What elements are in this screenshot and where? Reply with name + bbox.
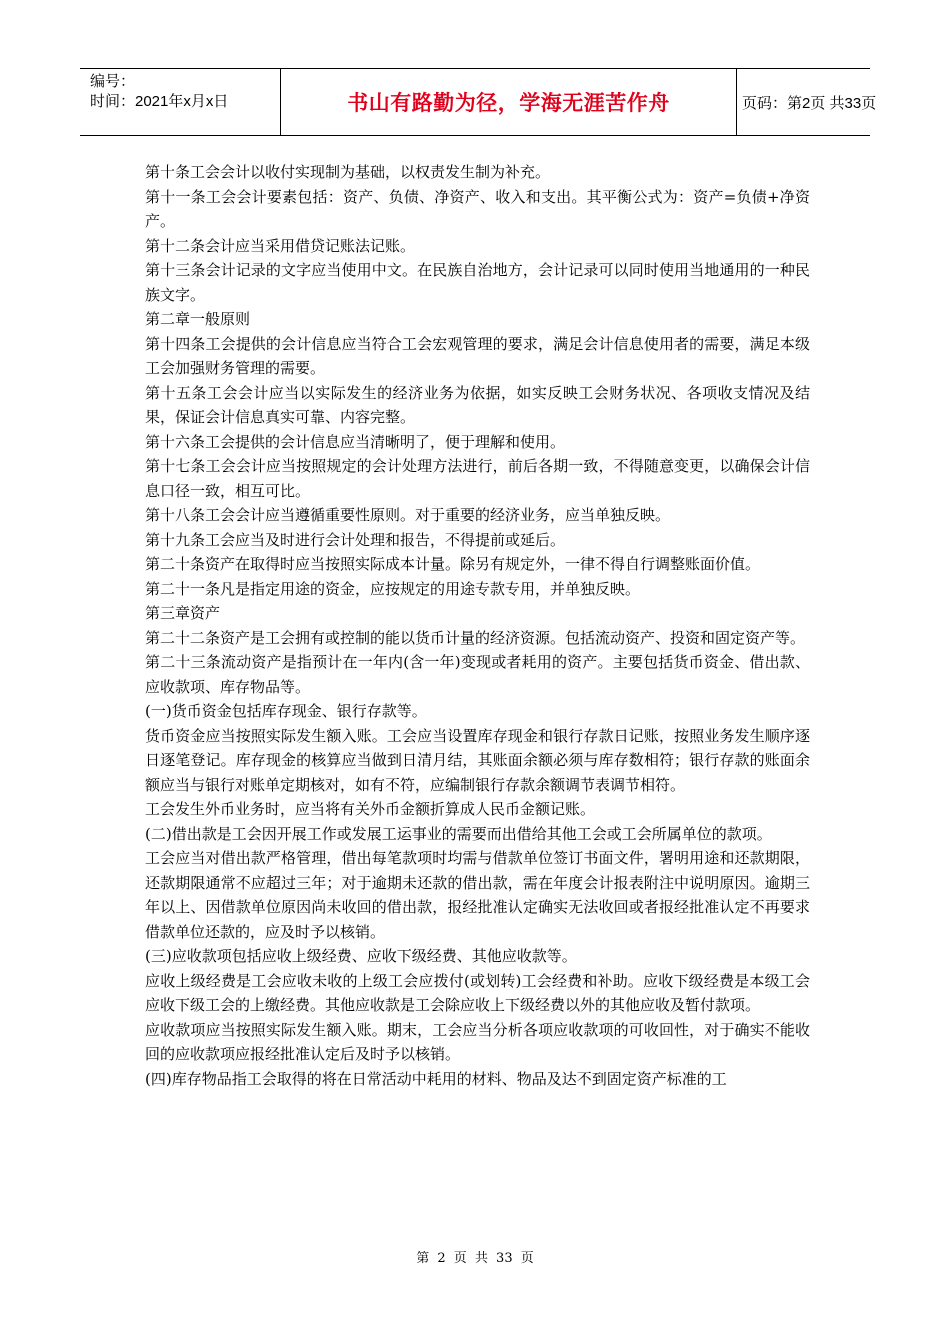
header-divider-right (736, 69, 737, 135)
paragraph: 第十七条工会会计应当按照规定的会计处理方法进行，前后各期一致，不得随意变更，以确保会计信息口径一致，相互可比。 (145, 457, 810, 500)
paragraph: 应收款项应当按照实际发生额入账。期末，工会应当分析各项应收款项的可收回性，对于确实不能收回的应收款项应报经批准认定后及时予以核销。 (145, 1020, 810, 1063)
paragraph: 第十二条会计应当采用借贷记账法记账。 (145, 236, 416, 255)
paragraph: 第十三条会计记录的文字应当使用中文。在民族自治地方，会计记录可以同时使用当地通用的一种民族文字。 (145, 261, 810, 304)
paragraph: 货币资金应当按照实际发生额入账。工会应当设置库存现金和银行存款日记账，按照业务发生顺序逐日逐笔登记。库存现金的核算应当做到日清月结，其账面余额必须与库存数相符；银行存款的账面余额应当与银行对账单定期核对，如有不符，应编制银行存款余额调节表调节相符。 (145, 726, 810, 794)
paragraph: 第十四条工会提供的会计信息应当符合工会宏观管理的要求，满足会计信息使用者的需要，满足本级工会加强财务管理的需要。 (145, 334, 810, 377)
paragraph: 第二十条资产在取得时应当按照实际成本计量。除另有规定外，一律不得自行调整账面价值。 (145, 555, 761, 573)
paragraph: (四)库存物品指工会取得的将在日常活动中耗用的材料、物品及达不到固定资产标准的工 (145, 1069, 727, 1088)
paragraph: 工会发生外币业务时，应当将有关外币金额折算成人民币金额记账。 (145, 800, 596, 818)
paragraph: 第十六条工会提供的会计信息应当清晰明了，便于理解和使用。 (145, 432, 566, 451)
header-meta (90, 72, 280, 112)
document-body (145, 160, 810, 1091)
paragraph: 应收上级经费是工会应收未收的上级工会应拨付(或划转)工会经费和补助。应收下级经费是本级工会应收下级工会的上缴经费。其他应收款是工会除应收上下级经费以外的其他应收及暂付款项。 (145, 971, 810, 1014)
page-header (80, 68, 877, 136)
paragraph: 第二十三条流动资产是指预计在一年内(含一年)变现或者耗用的资产。主要包括货币资金、借出款、应收款项、库存物品等。 (145, 653, 810, 696)
page-footer: 第 2 页 共 33 页 (416, 1251, 534, 1266)
paragraph: 工会应当对借出款严格管理，借出每笔款项时均需与借款单位签订书面文件，署明用途和还款期限，还款期限通常不应超过三年；对于逾期未还款的借出款，需在年度会计报表附注中说明原因。逾期三年以上、因借款单位原因尚未收回的借出款，报经批准认定确实无法收回或者报经批准认定不再要求借款单位还款的，应及时予以核销。 (145, 849, 810, 941)
paragraph: (一)货币资金包括库存现金、银行存款等。 (145, 702, 427, 720)
document-number-label: 编号： (90, 73, 136, 90)
document-time-label: 时间：2021年x月x日 (90, 93, 229, 110)
paragraph: 第十五条工会会计应当以实际发生的经济业务为依据，如实反映工会财务状况、各项收支情况及结果，保证会计信息真实可靠、内容完整。 (145, 383, 810, 426)
paragraph: 第十九条工会应当及时进行会计处理和报告，不得提前或延后。 (145, 530, 566, 549)
paragraph: 第二十二条资产是工会拥有或控制的能以货币计量的经济资源。包括流动资产、投资和固定资产等。 (145, 628, 806, 647)
paragraph: (三)应收款项包括应收上级经费、应收下级经费、其他应收款等。 (145, 947, 577, 965)
paragraph: (二)借出款是工会因开展工作或发展工运事业的需要而出借给其他工会或工会所属单位的款项。 (145, 824, 772, 843)
header-motto: 书山有路勤为径，学海无涯苦作舟 (347, 91, 670, 115)
paragraph: 第十一条工会会计要素包括：资产、负债、净资产、收入和支出。其平衡公式为：资产=负债+净资产。 (145, 187, 810, 230)
paragraph: 第十八条工会会计应当遵循重要性原则。对于重要的经济业务，应当单独反映。 (145, 506, 671, 524)
paragraph: 第十条工会会计以收付实现制为基础，以权责发生制为补充。 (145, 163, 551, 181)
chapter-heading: 第三章资产 (145, 604, 221, 622)
paragraph: 第二十一条凡是指定用途的资金，应按规定的用途专款专用，并单独反映。 (145, 579, 641, 598)
header-page-info: 页码：第2页 共33页 (742, 94, 877, 112)
chapter-heading: 第二章一般原则 (145, 310, 251, 328)
